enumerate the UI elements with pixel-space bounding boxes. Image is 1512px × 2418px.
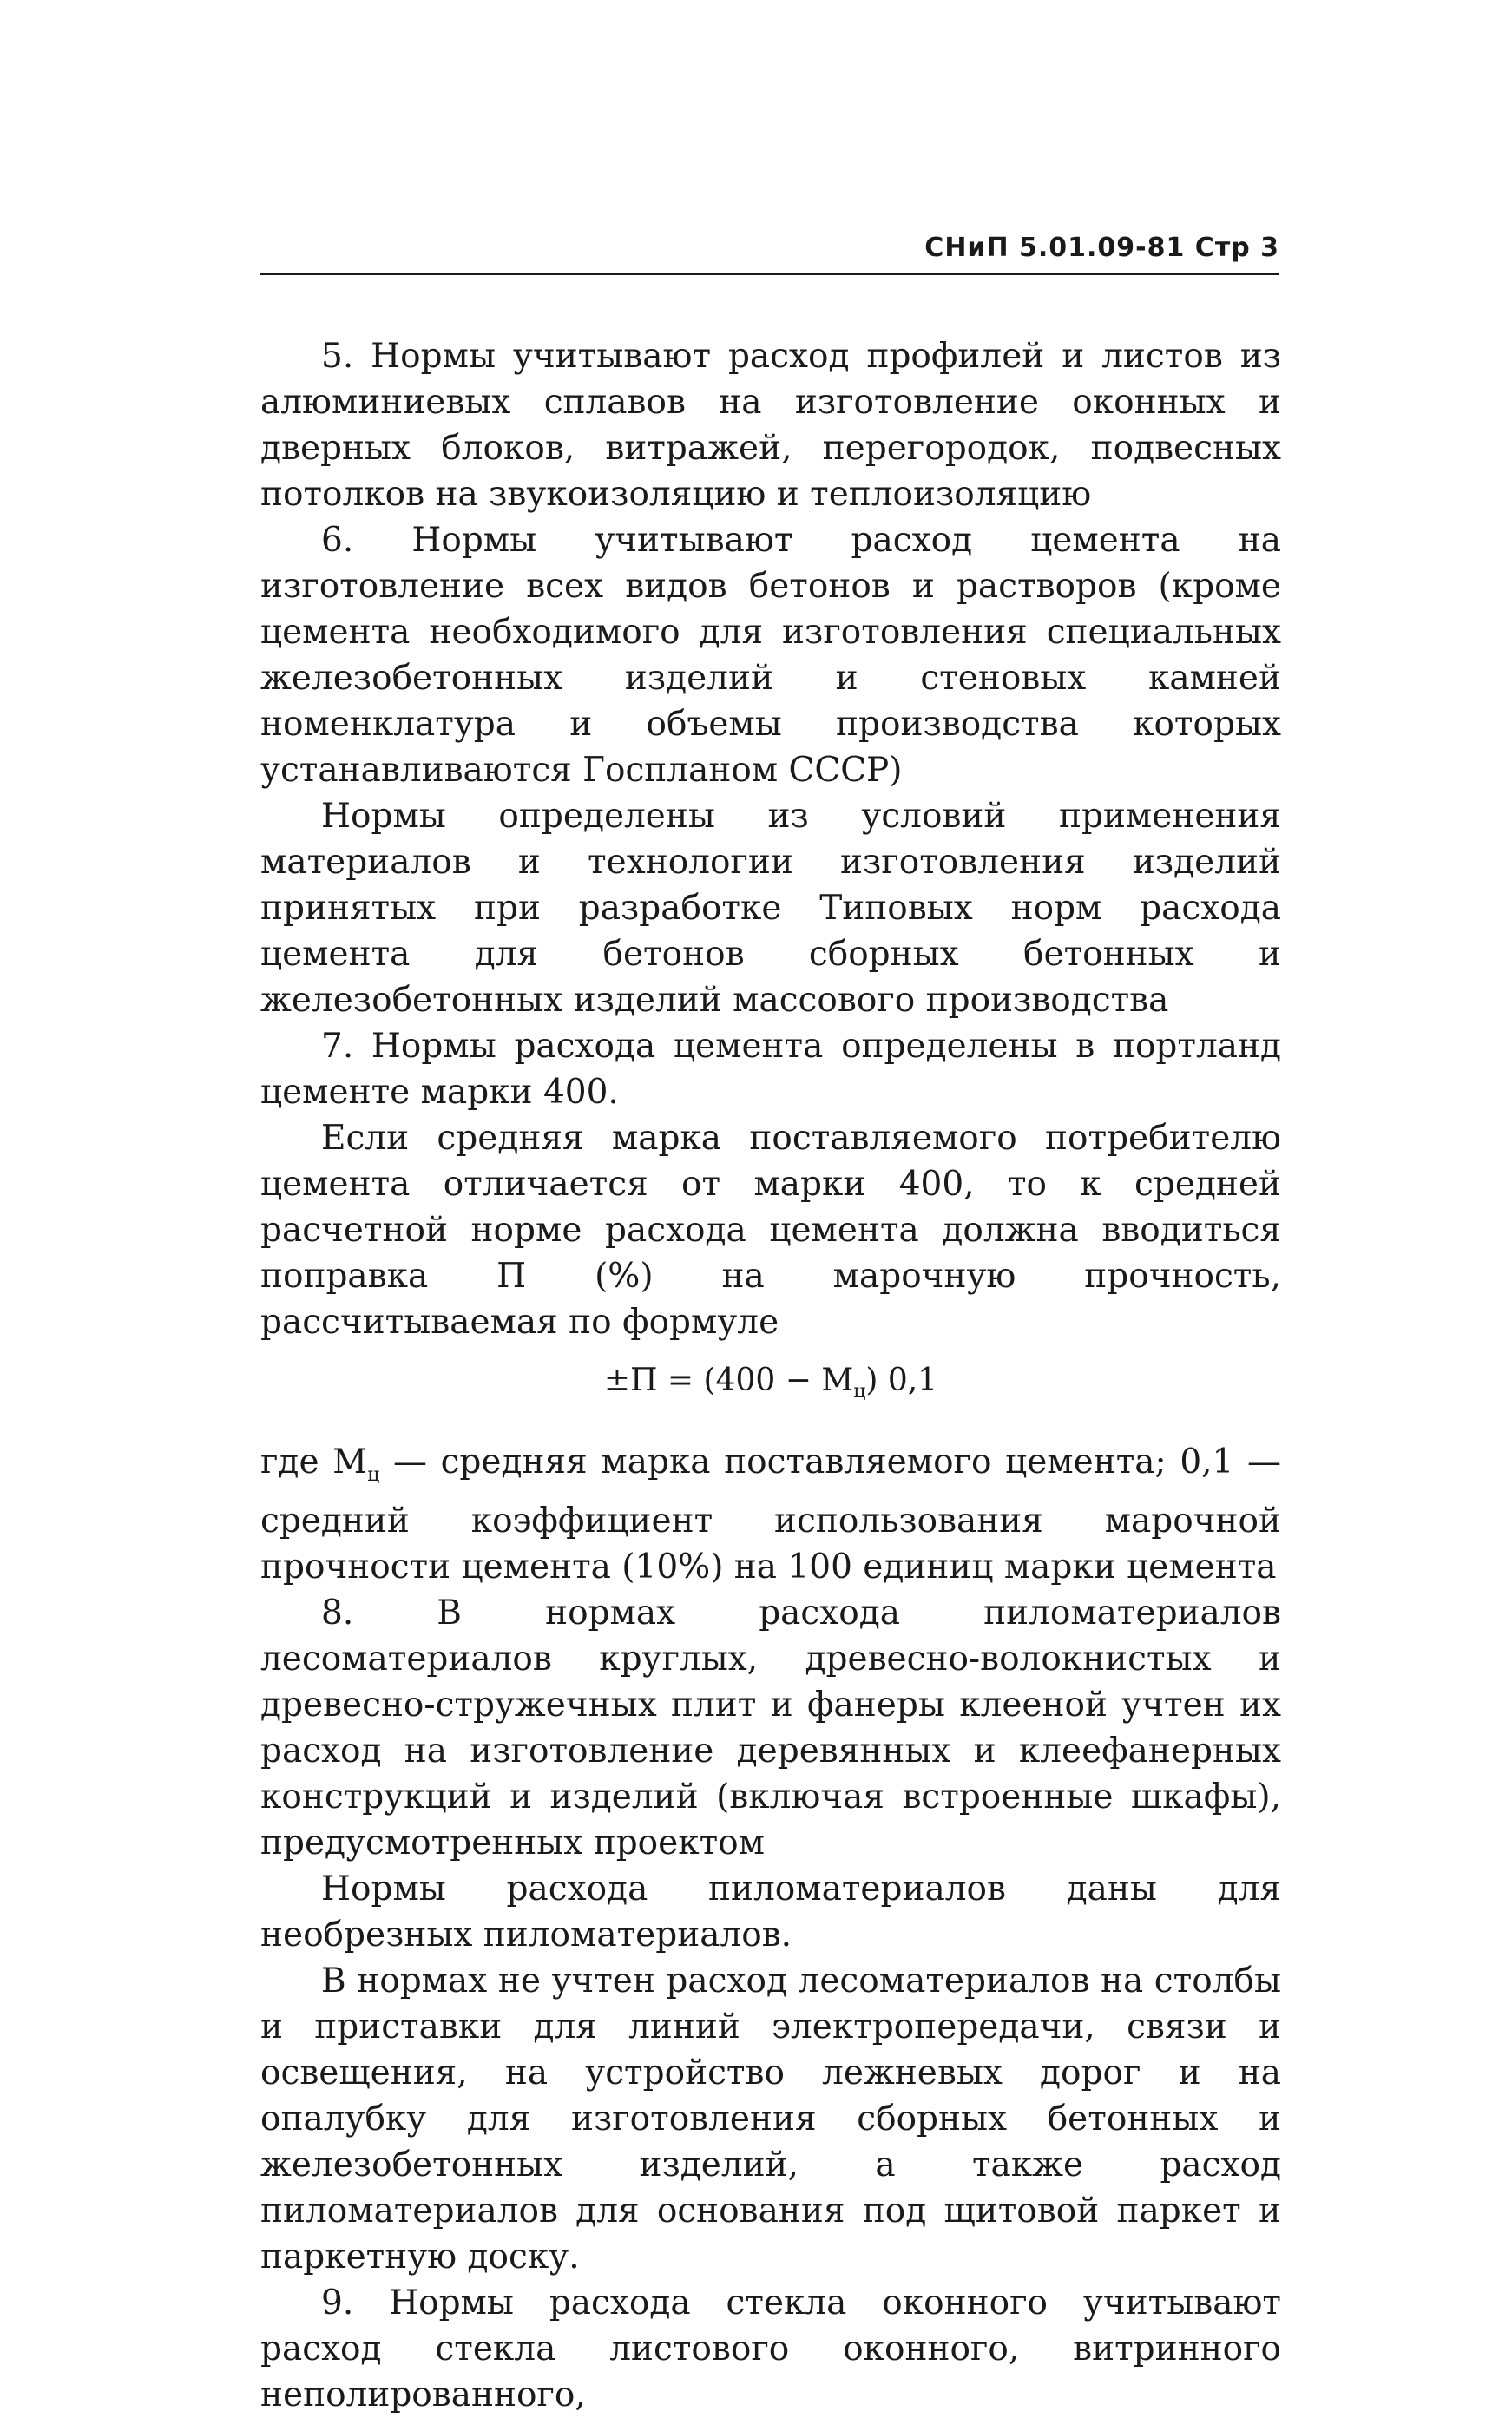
- paragraph-5: 5. Нормы учитывают расход профилей и листов из алюминиевых сплавов на изготовление оконных и дверных блоков, витражей, перегородок, подвесных потолков на звукоизоляцию и теплоизоляцию: [260, 337, 1281, 514]
- paragraph-8-exclusions: В нормах не учтен расход лесоматериалов на столбы и приставки для линий электропередачи, связи и освещения, на устройство лежневых дорог и на опалубку для изготовления сборных бетонных и железобетонных изделий, а также расход пиломатериалов для основания под щитовой паркет и паркетную доску.: [260, 1961, 1281, 2277]
- document-reference: СНиП 5.01.09-81 Стр 3: [924, 233, 1279, 263]
- page-header: [260, 227, 1279, 275]
- formula-legend-subscript: ц: [367, 1463, 380, 1486]
- paragraph-6-continued: Нормы определены из условий применения материалов и технологии изготовления изделий принятых при разработке Типовых норм расхода цемента для бетонов сборных бетонных и железобетонных изделий массового производства: [260, 797, 1281, 1020]
- paragraph-6: 6. Нормы учитывают расход цемента на изготовление всех видов бетонов и растворов (кроме цемента необходимого для изготовления специальных железобетонных изделий и стеновых камней номенклатура и объемы производства которых устанавливаются Госпланом СССР): [260, 521, 1281, 790]
- document-body: [260, 333, 1281, 2418]
- paragraph-8-continued: Нормы расхода пиломатериалов даны для необрезных пиломатериалов.: [260, 1869, 1281, 1955]
- paragraph-8: 8. В нормах расхода пиломатериалов лесоматериалов круглых, древесно-волокнистых и древесно-стружечных плит и фанеры клееной учтен их расход на изготовление деревянных и клеефанерных конструкций и изделий (включая встроенные шкафы), предусмотренных проектом: [260, 1593, 1281, 1863]
- paragraph-9: 9. Нормы расхода стекла оконного учитывают расход стекла листового оконного, витринного неполированного,: [260, 2283, 1281, 2415]
- formula: [260, 1357, 1281, 1415]
- formula-subscript: ц: [853, 1381, 866, 1403]
- formula-rhs: ) 0,1: [865, 1363, 938, 1398]
- formula-legend: [260, 1439, 1281, 1590]
- formula-lhs: ±П = (400 − М: [603, 1363, 854, 1398]
- paragraph-7: 7. Нормы расхода цемента определены в портланд цементе марки 400.: [260, 1027, 1281, 1112]
- paragraph-7-continued: Если средняя марка поставляемого потребителю цемента отличается от марки 400, то к средней расчетной норме расхода цемента должна вводиться поправка П (%) на марочную прочность, рассчитываемая по формуле: [260, 1119, 1281, 1342]
- formula-legend-rest: — средняя марка поставляемого цемента; 0,1 — средний коэффициент использования марочной прочности цемента (10%) на 100 единиц марки цемента: [260, 1442, 1282, 1587]
- formula-legend-start: где М: [260, 1442, 368, 1482]
